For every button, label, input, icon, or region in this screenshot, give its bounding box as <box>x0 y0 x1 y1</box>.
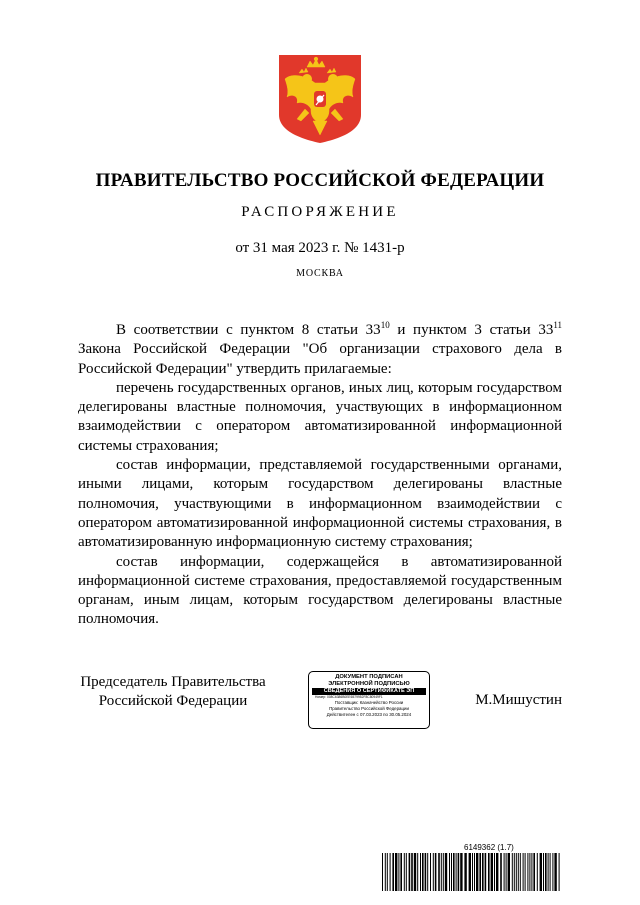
stamp-line-1: ДОКУМЕНТ ПОДПИСАН <box>335 674 403 680</box>
document-date-number: от 31 мая 2023 г. № 1431-р <box>235 240 405 256</box>
barcode-icon <box>382 853 562 891</box>
document-type: РАСПОРЯЖЕНИЕ <box>241 204 399 220</box>
signer-title <box>78 673 268 711</box>
stamp-line-2: ЭЛЕКТРОННОЙ ПОДПИСЬЮ <box>328 680 410 687</box>
paragraph-4: состав информации, содержащейся в автоматизированной информационной системе страхования, предоставляемой государственным органам, иным лицам, которым государством делегированы властные полномочия. <box>78 553 562 628</box>
paragraph-1-part-1: В соответствии с пунктом 8 статьи 33 <box>116 322 381 338</box>
stamp-certificate-bar: СВЕДЕНИЯ О СЕРТИФИКАТЕ ЭП <box>312 688 426 695</box>
stamp-heading <box>309 674 429 687</box>
signer-name: М.Мишустин <box>475 692 562 708</box>
barcode-number: 6149362 (1.7) <box>464 843 514 852</box>
paragraph-2: перечень государственных органов, иных лиц, которым государством делегированы властные полномочия, участвующих в информационном взаимодействии с оператором автоматизированной информационной системы страхования; <box>78 379 562 454</box>
paragraph-3: состав информации, представляемой государственными органами, иными лицами, которым государством делегированы властные полномочия, участвующими в информационном взаимодействии с оператором автоматизированной информационной системы страхования, в автоматизированную информационную систему страхования; <box>78 457 562 551</box>
signer-title-line-1: Председатель Правительства <box>80 674 266 690</box>
stamp-cert-number: Номер: 008C6386B0EE6579952F8C80949F1 <box>315 695 383 700</box>
stamp-owner: Правительство Российской Федерации <box>329 706 409 712</box>
government-title: ПРАВИТЕЛЬСТВО РОССИЙСКОЙ ФЕДЕРАЦИИ <box>95 170 545 191</box>
superscript-11: 11 <box>553 320 562 330</box>
paragraph-1 <box>78 321 562 379</box>
electronic-signature-stamp <box>308 671 430 729</box>
paragraph-1-part-3: Закона Российской Федерации "Об организации страхового дела в Российской Федерации" утвердить прилагаемые: <box>78 341 562 377</box>
superscript-10: 10 <box>380 320 390 330</box>
stamp-supplier: Поставщик: Казначейство России <box>334 700 404 706</box>
document-city: МОСКВА <box>296 268 344 279</box>
signer-title-line-2: Российской Федерации <box>98 693 248 709</box>
stamp-validity: Действителен с 07.03.2023 по 30.05.2024 <box>326 712 412 718</box>
paragraph-1-part-2: и пунктом 3 статьи 33 <box>389 322 554 338</box>
document-body <box>78 321 562 630</box>
coat-of-arms-icon <box>277 53 363 145</box>
